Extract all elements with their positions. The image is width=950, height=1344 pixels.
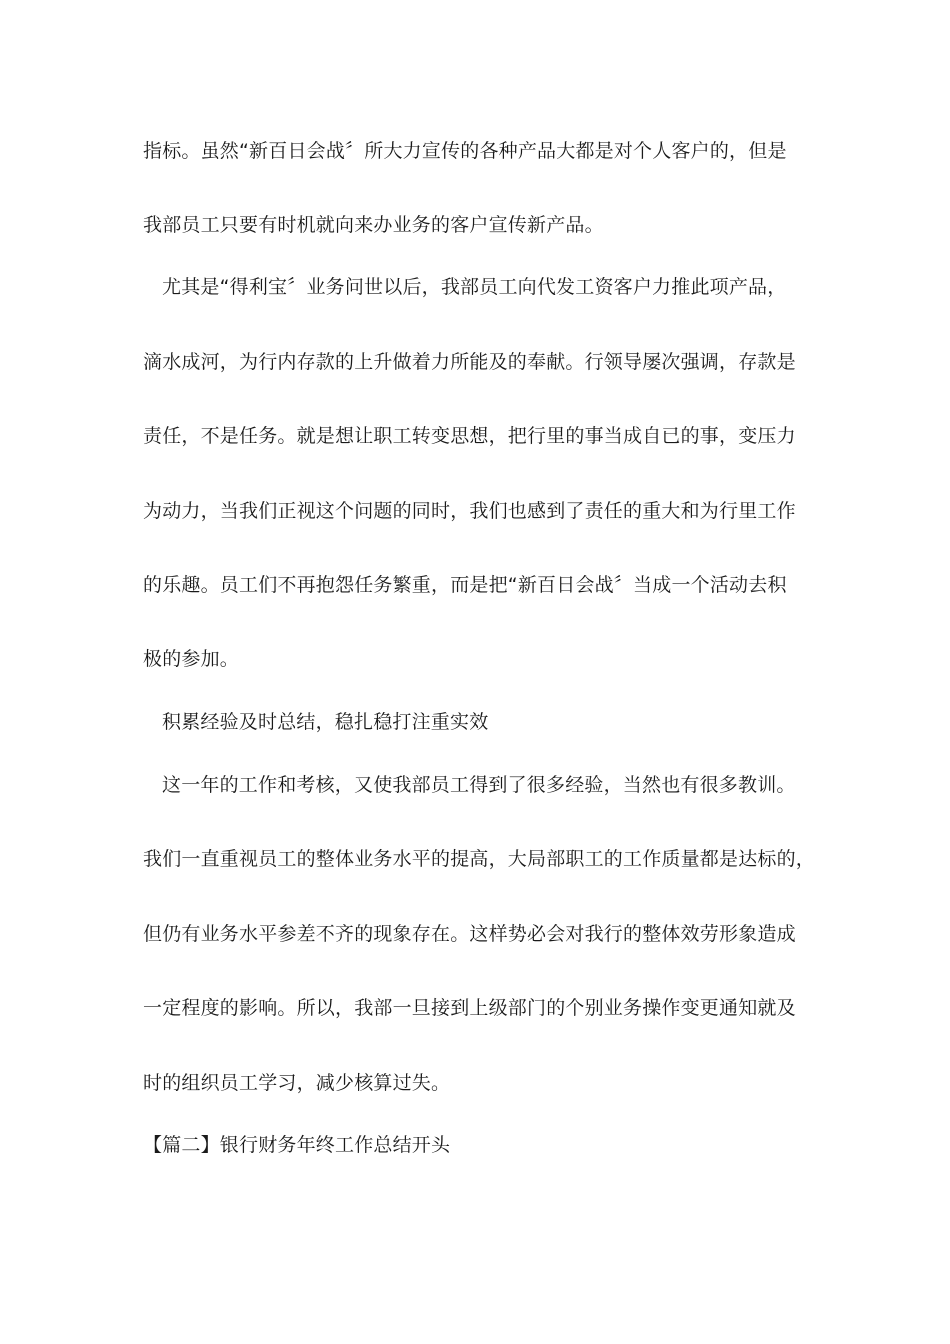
paragraph-line-6: 为动力，当我们正视这个问题的同时，我们也感到了责任的重大和为行里工作 <box>143 500 796 522</box>
paragraph-line-3: 尤其是“得利宝〞业务问世以后，我部员工向代发工资客户力推此项产品， <box>162 276 787 298</box>
paragraph-line-5: 责任，不是任务。就是想让职工转变思想，把行里的事当成自已的事，变压力 <box>143 425 796 447</box>
section-heading: 积累经验及时总结，稳扎稳打注重实效 <box>162 711 489 733</box>
paragraph-line-11: 但仍有业务水平参差不齐的现象存在。这样势必会对我行的整体效劳形象造成 <box>143 923 796 945</box>
paragraph-line-1: 指标。虽然“新百日会战〞所大力宣传的各种产品大都是对个人客户的，但是 <box>143 140 787 162</box>
paragraph-line-13: 时的组织员工学习，减少核算过失。 <box>143 1072 451 1094</box>
paragraph-line-10: 我们一直重视员工的整体业务水平的提高，大局部职工的工作质量都是达标的， <box>143 848 816 870</box>
part-title: 【篇二】银行财务年终工作总结开头 <box>143 1134 451 1156</box>
paragraph-line-7: 的乐趣。员工们不再抱怨任务繁重，而是把“新百日会战〞当成一个活动去积 <box>143 574 787 596</box>
paragraph-line-8: 极的参加。 <box>143 648 240 670</box>
paragraph-line-4: 滴水成河，为行内存款的上升做着力所能及的奉献。行领导屡次强调，存款是 <box>143 351 796 373</box>
paragraph-line-2: 我部员工只要有时机就向来办业务的客户宣传新产品。 <box>143 214 604 236</box>
paragraph-line-9: 这一年的工作和考核，又使我部员工得到了很多经验，当然也有很多教训。 <box>162 774 796 796</box>
paragraph-line-12: 一定程度的影响。所以，我部一旦接到上级部门的个别业务操作变更通知就及 <box>143 997 796 1019</box>
